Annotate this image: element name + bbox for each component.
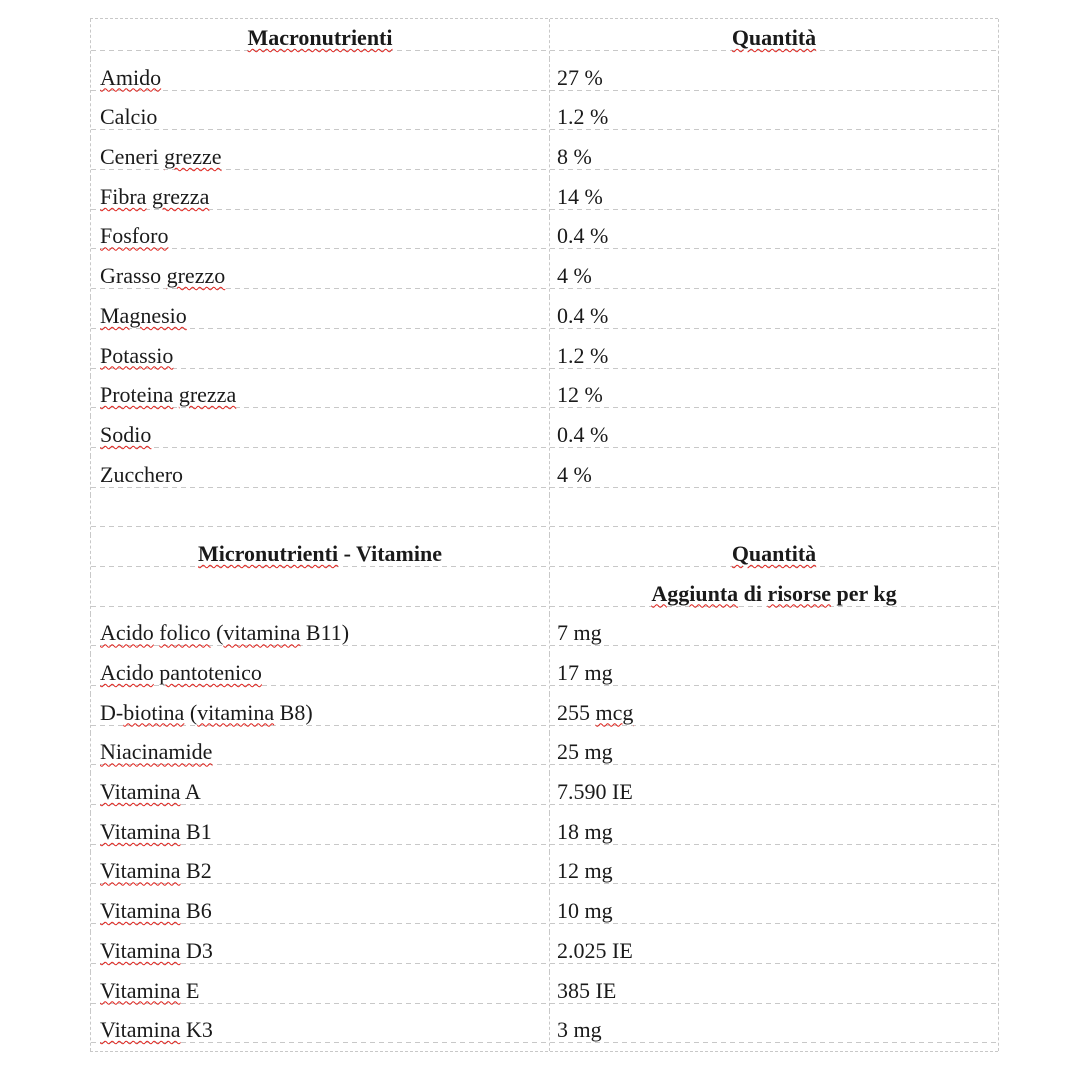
macro-header-name: Macronutrienti — [91, 19, 550, 59]
table-row — [91, 337, 999, 377]
nutrient-quantity: 2.025 IE — [550, 932, 999, 972]
macro-header-qty: Quantità — [550, 19, 999, 59]
nutrient-name: Vitamina B1 — [91, 813, 550, 853]
table-row — [91, 297, 999, 337]
nutrient-quantity: 4 % — [550, 456, 999, 496]
nutrient-quantity: 14 % — [550, 178, 999, 218]
nutrient-quantity: 17 mg — [550, 654, 999, 694]
nutrient-name: Grasso grezzo — [91, 257, 550, 297]
table-row — [91, 59, 999, 99]
nutrient-quantity: 8 % — [550, 138, 999, 178]
table-row — [91, 98, 999, 138]
table-row — [91, 972, 999, 1012]
nutrient-quantity: 0.4 % — [550, 297, 999, 337]
document-page — [90, 18, 998, 1052]
table-row — [91, 138, 999, 178]
nutrient-name: Vitamina A — [91, 773, 550, 813]
table-row — [91, 614, 999, 654]
empty-cell — [91, 495, 550, 535]
nutrient-quantity: 7 mg — [550, 614, 999, 654]
nutrient-name: Vitamina B6 — [91, 892, 550, 932]
nutrient-quantity: 0.4 % — [550, 217, 999, 257]
table-row — [91, 813, 999, 853]
table-row — [91, 217, 999, 257]
nutrient-name: Niacinamide — [91, 733, 550, 773]
table-row — [91, 852, 999, 892]
empty-cell — [91, 575, 550, 615]
nutrient-name: Ceneri grezze — [91, 138, 550, 178]
table-row — [91, 456, 999, 496]
nutrient-name: Fibra grezza — [91, 178, 550, 218]
table-row — [91, 1011, 999, 1051]
nutrient-quantity: 255 mcg — [550, 694, 999, 734]
table-row — [91, 257, 999, 297]
table-row — [91, 694, 999, 734]
nutrient-name: Zucchero — [91, 456, 550, 496]
nutrient-quantity: 18 mg — [550, 813, 999, 853]
nutrient-name: Acido pantotenico — [91, 654, 550, 694]
nutrient-quantity: 10 mg — [550, 892, 999, 932]
nutrient-quantity: 1.2 % — [550, 337, 999, 377]
nutrient-name: Vitamina K3 — [91, 1011, 550, 1051]
table-row — [91, 773, 999, 813]
micro-header-row — [91, 535, 999, 575]
nutrient-quantity: 25 mg — [550, 733, 999, 773]
table-row — [91, 932, 999, 972]
nutrient-quantity: 4 % — [550, 257, 999, 297]
micro-header-name: Micronutrienti - Vitamine — [91, 535, 550, 575]
nutrient-name: Vitamina D3 — [91, 932, 550, 972]
table-row — [91, 416, 999, 456]
nutrient-name: Amido — [91, 59, 550, 99]
empty-cell — [550, 495, 999, 535]
nutrient-quantity: 385 IE — [550, 972, 999, 1012]
nutrient-name: Fosforo — [91, 217, 550, 257]
micro-header-qty: Quantità — [550, 535, 999, 575]
nutrient-quantity: 27 % — [550, 59, 999, 99]
nutrient-name: Proteina grezza — [91, 376, 550, 416]
nutrient-name: Potassio — [91, 337, 550, 377]
macro-header-row — [91, 19, 999, 59]
nutrient-name: Magnesio — [91, 297, 550, 337]
nutrient-name: D-biotina (vitamina B8) — [91, 694, 550, 734]
nutrient-quantity: 7.590 IE — [550, 773, 999, 813]
nutrient-quantity: 1.2 % — [550, 98, 999, 138]
table-row — [91, 178, 999, 218]
spacer-row — [91, 495, 999, 535]
nutrient-quantity: 12 % — [550, 376, 999, 416]
nutrient-quantity: 0.4 % — [550, 416, 999, 456]
micro-subheader-row — [91, 575, 999, 615]
micro-subheader-qty: Aggiunta di risorse per kg — [550, 575, 999, 615]
table-row — [91, 733, 999, 773]
nutrient-quantity: 12 mg — [550, 852, 999, 892]
nutrient-name: Vitamina E — [91, 972, 550, 1012]
table-row — [91, 654, 999, 694]
table-row — [91, 892, 999, 932]
nutrient-name: Sodio — [91, 416, 550, 456]
nutrient-name: Vitamina B2 — [91, 852, 550, 892]
nutrient-quantity: 3 mg — [550, 1011, 999, 1051]
table-row — [91, 376, 999, 416]
nutrient-name: Acido folico (vitamina B11) — [91, 614, 550, 654]
nutrition-table — [90, 19, 999, 1051]
nutrient-name: Calcio — [91, 98, 550, 138]
